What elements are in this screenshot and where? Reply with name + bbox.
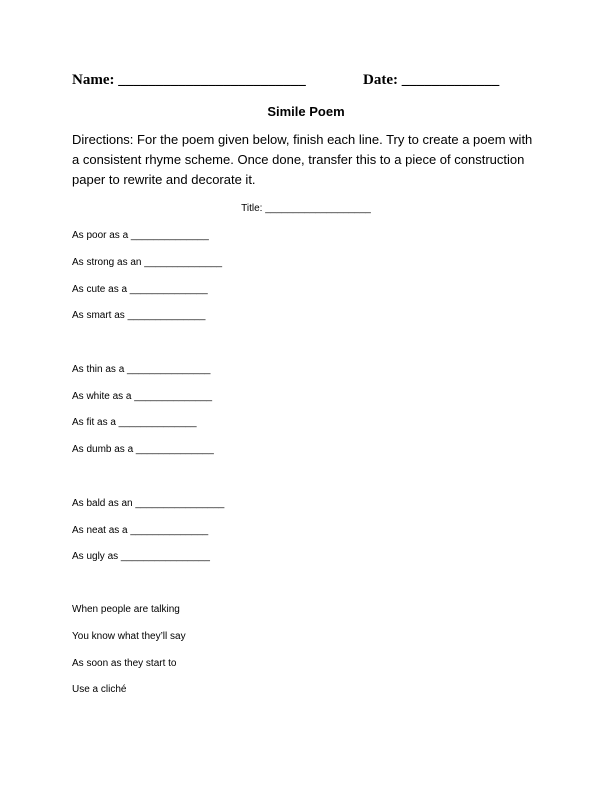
directions-text: Directions: For the poem given below, finish each line. Try to create a poem with a consistent rhyme scheme. Once done, transfer this to a piece of construction paper to rewrite and decorate it. bbox=[72, 132, 533, 187]
poem-title-field[interactable]: Title: ___________________ bbox=[241, 203, 371, 214]
closing-verse-line: You know what they’ll say bbox=[72, 631, 186, 642]
closing-verse-line: When people are talking bbox=[72, 604, 180, 615]
simile-line[interactable]: As fit as a ______________ bbox=[72, 417, 197, 428]
simile-line[interactable]: As poor as a ______________ bbox=[72, 230, 209, 241]
simile-line[interactable]: As thin as a _______________ bbox=[72, 364, 211, 375]
simile-line[interactable]: As cute as a ______________ bbox=[72, 284, 208, 295]
simile-line[interactable]: As ugly as ________________ bbox=[72, 551, 210, 562]
name-field[interactable]: Name: _________________________ bbox=[72, 72, 306, 88]
simile-line[interactable]: As white as a ______________ bbox=[72, 391, 213, 402]
date-field[interactable]: Date: _____________ bbox=[363, 72, 500, 88]
closing-verse-line: As soon as they start to bbox=[72, 658, 177, 669]
simile-line[interactable]: As smart as ______________ bbox=[72, 310, 206, 321]
simile-line[interactable]: As strong as an ______________ bbox=[72, 257, 223, 268]
simile-line[interactable]: As dumb as a ______________ bbox=[72, 444, 214, 455]
simile-line[interactable]: As bald as an ________________ bbox=[72, 498, 225, 509]
worksheet-title: Simile Poem bbox=[267, 104, 345, 119]
simile-line[interactable]: As neat as a ______________ bbox=[72, 525, 209, 536]
closing-verse-line: Use a cliché bbox=[72, 684, 127, 695]
